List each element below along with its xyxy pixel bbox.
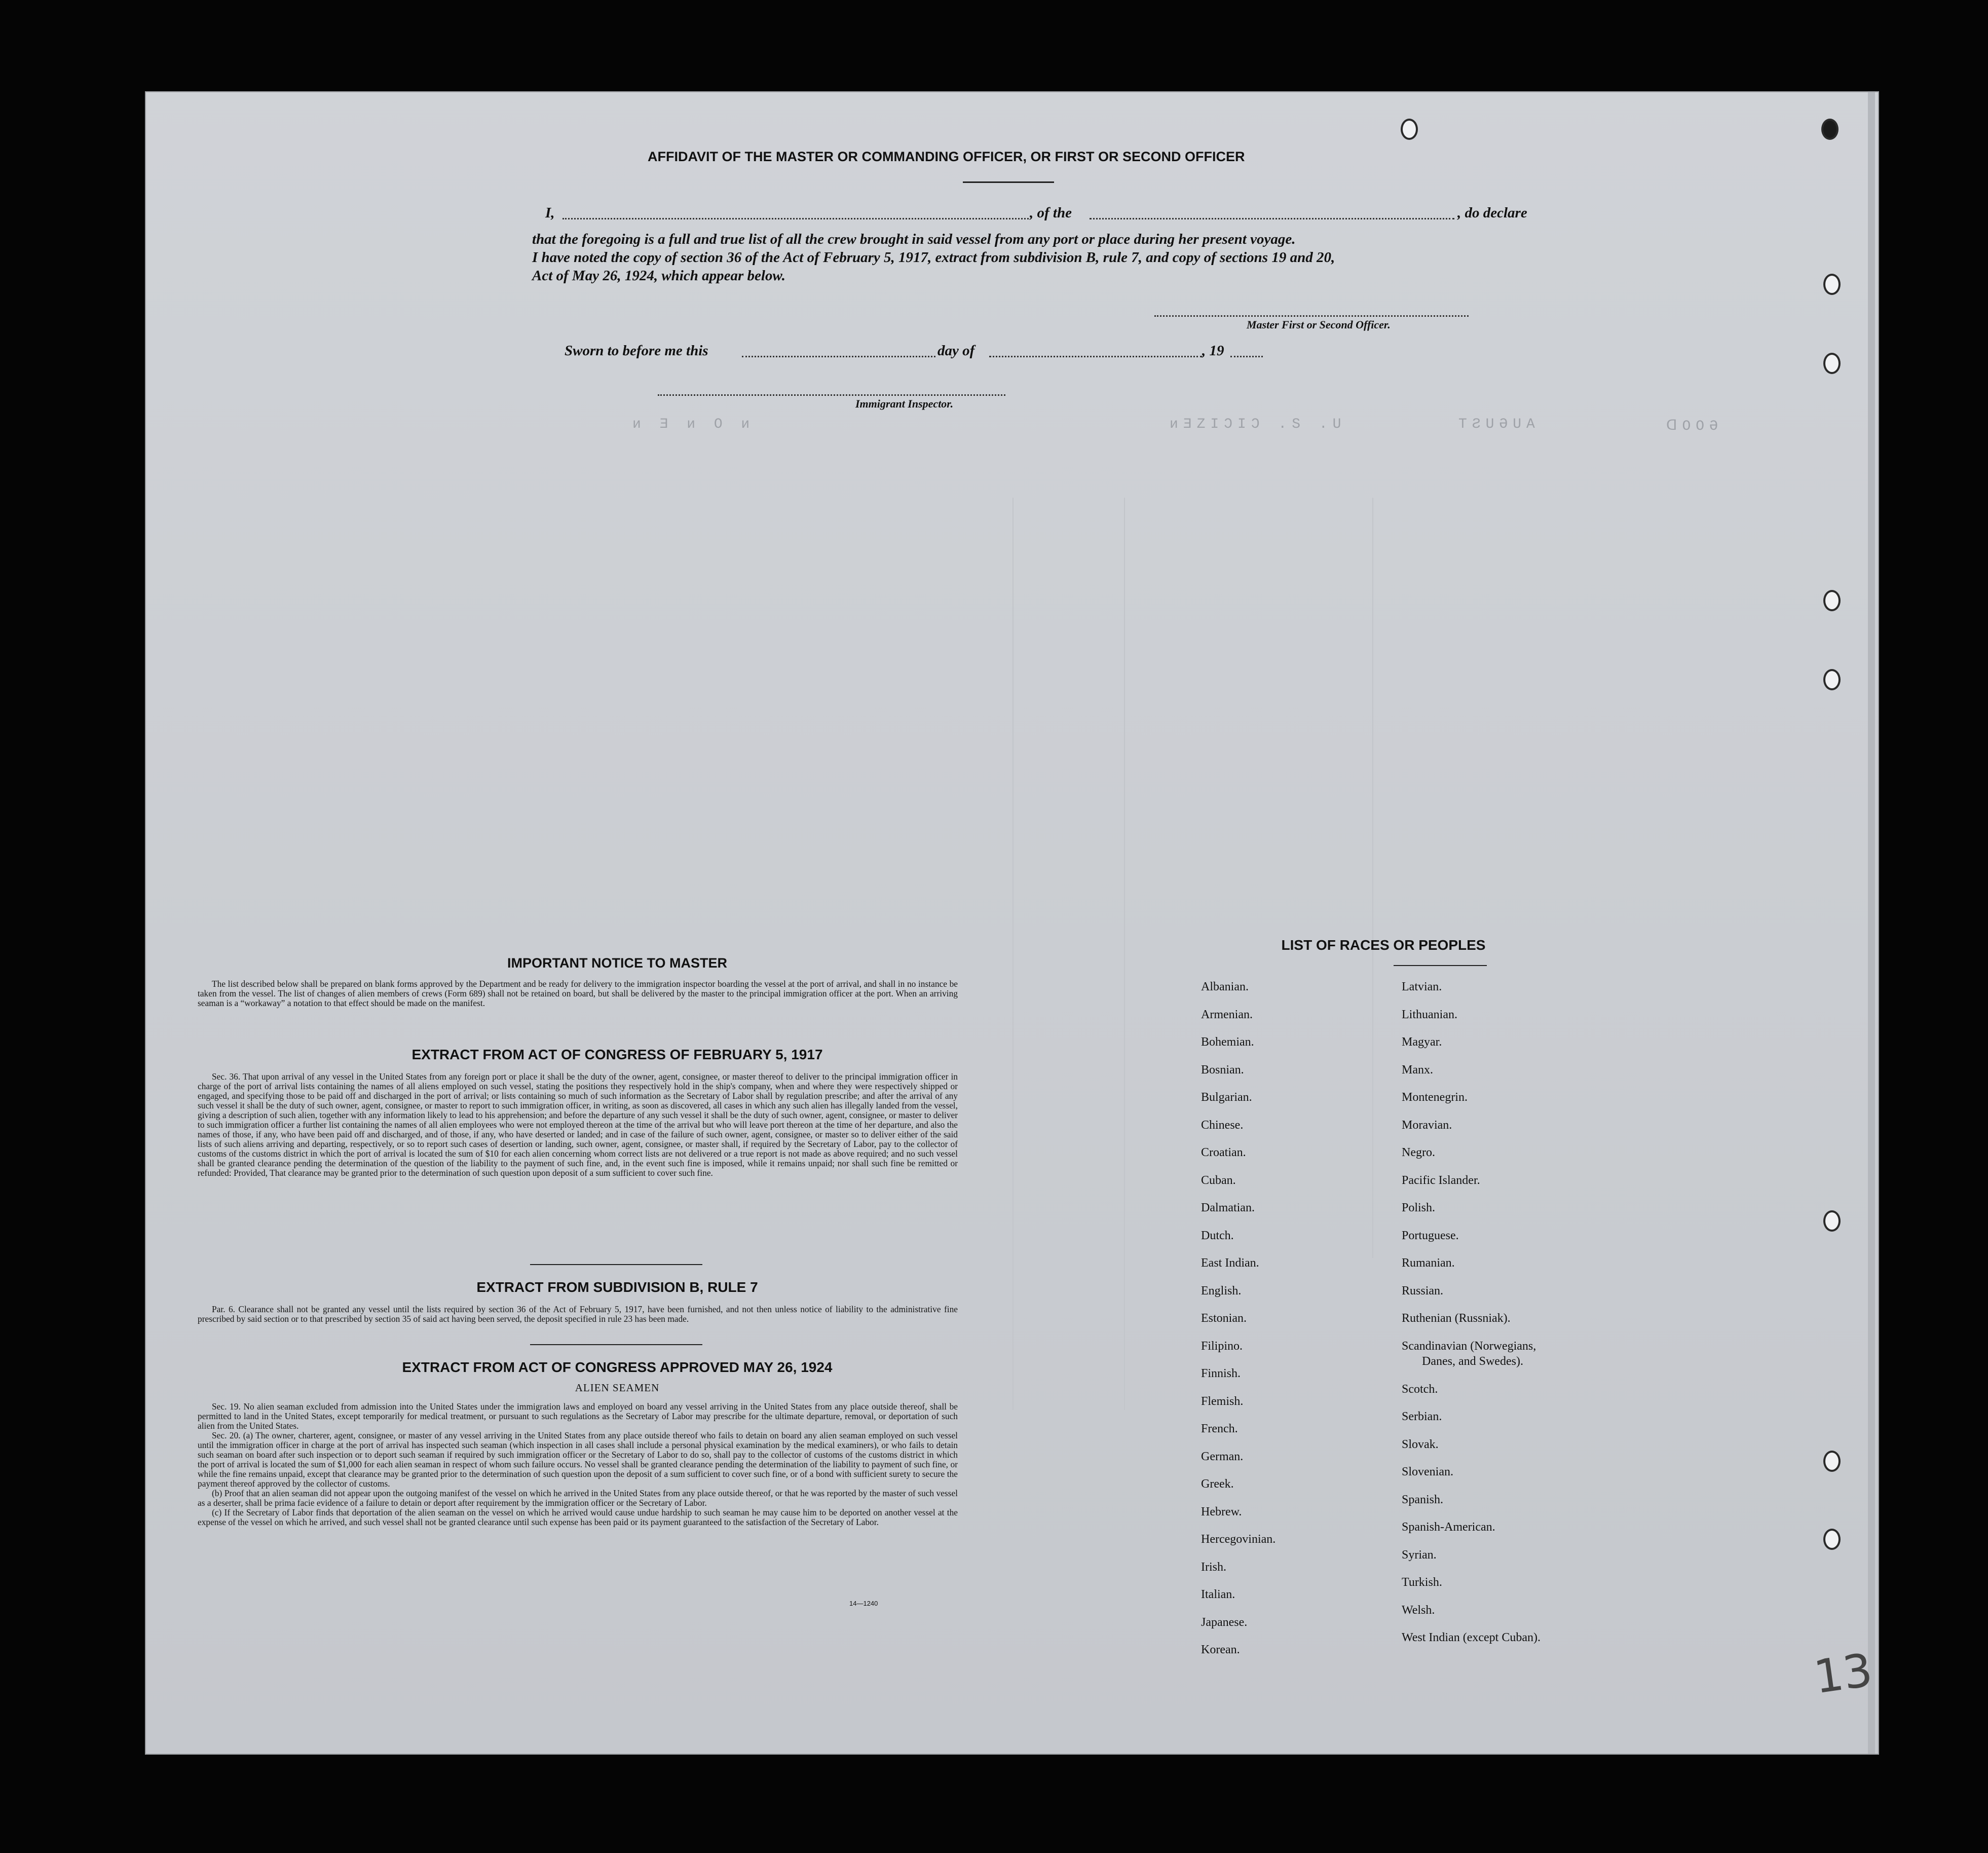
race-item: Pacific Islander. [1402, 1173, 1480, 1187]
master-signature-label: Master First or Second Officer. [1247, 318, 1391, 331]
race-item: Korean. [1201, 1643, 1240, 1656]
show-through-text: TƧUӘUA [1458, 417, 1540, 432]
race-item: Estonian. [1201, 1312, 1247, 1325]
race-item: French. [1201, 1422, 1238, 1435]
alien-seamen-subtitle: ALIEN SEAMEN [575, 1382, 660, 1394]
race-item: Magyar. [1402, 1035, 1442, 1049]
race-item: Lithuanian. [1402, 1008, 1457, 1021]
races-title: LIST OF RACES OR PEOPLES [1281, 937, 1486, 953]
show-through-line [1124, 498, 1125, 1410]
race-item: English. [1201, 1284, 1242, 1298]
race-item: Russian. [1402, 1284, 1444, 1298]
inspector-label: Immigrant Inspector. [855, 397, 954, 410]
race-item: Portuguese. [1402, 1229, 1459, 1242]
show-through-text: ᴎƎZIƆIƆ .S .U [1170, 417, 1346, 432]
race-item: Irish. [1201, 1560, 1226, 1574]
extract-1924-body [198, 1402, 958, 1527]
punch-hole [1823, 1529, 1841, 1550]
rule7-body: Par. 6. Clearance shall not be granted any vessel until the lists required by section 36 of the Act of February 5, 1917, have been furnished, and not then unless notice of liability to the administrative fine prescribed by said section or to that prescribed by section 35 of said act having been served, the deposit specified in rule 23 has been made. [198, 1304, 958, 1324]
title-rule [963, 181, 1054, 183]
race-item: Welsh. [1402, 1603, 1435, 1617]
punch-hole [1823, 1210, 1841, 1232]
punch-hole [1823, 590, 1841, 611]
race-item: Scandinavian (Norwegians, [1402, 1339, 1536, 1353]
races-rule [1394, 965, 1487, 966]
race-item: Albanian. [1201, 980, 1249, 993]
race-item: Manx. [1402, 1063, 1433, 1077]
race-item: Finnish. [1201, 1367, 1241, 1380]
race-item: Slovenian. [1402, 1465, 1453, 1478]
show-through-line [1012, 498, 1014, 1410]
sec20b-paragraph: (b) Proof that an alien seaman did not appear upon the outgoing manifest of the vessel on which he arrived in the United States from any place outside thereof, or that he was reported by the master of such vessel as a deserter, shall be prima facie evidence of a failure to detain or deport after requirement by the immigration officer or the Secretary of Labor. [198, 1488, 958, 1508]
name-blank[interactable] [562, 218, 1029, 219]
race-item: Italian. [1201, 1588, 1235, 1601]
race-item: Scotch. [1402, 1382, 1438, 1396]
race-item: Japanese. [1201, 1615, 1248, 1629]
declare-of-the: , of the [1030, 205, 1072, 221]
race-item: Latvian. [1402, 980, 1442, 993]
race-item: Slovak. [1402, 1437, 1439, 1451]
sec19-paragraph: Sec. 19. No alien seaman excluded from admission into the United States under the immigration laws and employed on board any vessel arriving in the United States from any place outside thereof, shall be permitted to land in the United States, except temporarily for medical treatment, or pursuant to such regulations as the Secretary of Labor may prescribe for the ultimate departure, removal, or deportation of such alien from the United States. [198, 1401, 958, 1431]
sec20a-paragraph: Sec. 20. (a) The owner, charterer, agent, consignee, or master of any vessel arriving in the United States from any place outside thereof who fails to detain on board any alien seaman employed on such vessel until the immigration officer in charge at the port of arrival has inspected such seaman (which inspection in all cases shall include a personal physical examination by the medical examiners), or who fails to detain such seaman on board after such inspection or to deport such seaman if required by such immigration officer or the Secretary of Labor to do so, shall pay to the collector of customs of the customs district in which the port of arrival is located the sum of $1,000 for each alien seaman in respect of whom such failure occurs. No vessel shall be granted clearance pending the determination of the liability to payment of such fine, or while the fine remains unpaid, except that clearance may be granted prior to the determination of such question upon the deposit of a sum sufficient to cover such fine, or of a bond with sufficient surety to secure the payment thereof approved by the collector of customs. [198, 1430, 958, 1489]
handwritten-page-number: 13 [1811, 1643, 1876, 1704]
punch-hole [1823, 669, 1841, 690]
affidavit-line-3: I have noted the copy of section 36 of the Act of February 5, 1917, extract from subdivision B, rule 7, and copy of sections 19 and 20, [532, 249, 1335, 266]
race-item: Rumanian. [1402, 1256, 1455, 1270]
race-item: Syrian. [1402, 1548, 1437, 1562]
race-item: East Indian. [1201, 1256, 1259, 1270]
sworn-year-blank[interactable] [1230, 356, 1263, 357]
race-item: Bosnian. [1201, 1063, 1244, 1077]
affidavit-title: AFFIDAVIT OF THE MASTER OR COMMANDING OFFICER, OR FIRST OR SECOND OFFICER [648, 149, 1245, 164]
document-sheet [146, 92, 1878, 1754]
race-item: Turkish. [1402, 1576, 1442, 1589]
affidavit-line-4: Act of May 26, 1924, which appear below. [532, 268, 785, 284]
race-item: Spanish-American. [1402, 1521, 1495, 1534]
race-item: Armenian. [1201, 1008, 1253, 1021]
sheet-edge [1868, 92, 1875, 1754]
show-through-text: ᗡOOӘ [1666, 419, 1723, 434]
declare-i: I, [545, 205, 555, 221]
form-number: 14—1240 [849, 1600, 878, 1607]
affidavit-line-2: that the foregoing is a full and true list of all the crew brought in said vessel from any port or place during her present voyage. [532, 231, 1296, 247]
race-item: Cuban. [1201, 1173, 1236, 1187]
rule7-title: EXTRACT FROM SUBDIVISION B, RULE 7 [476, 1279, 758, 1295]
master-signature-blank[interactable] [1154, 315, 1469, 317]
race-item: Moravian. [1402, 1118, 1452, 1132]
race-item: Greek. [1201, 1477, 1234, 1491]
notice-title: IMPORTANT NOTICE TO MASTER [507, 955, 727, 971]
extract-1917-title: EXTRACT FROM ACT OF CONGRESS OF FEBRUARY 5, 1917 [411, 1047, 823, 1062]
section-rule [530, 1344, 702, 1345]
sec20c-paragraph: (c) If the Secretary of Labor finds that deportation of the alien seaman on the vessel on which he arrived would cause undue hardship to such seaman he may cause him to be deported on another vessel at the expense of the vessel on which he arrived, and such vessel shall not be granted clearance until such expense has been paid or its payment guaranteed to the satisfaction of the Secretary of Labor. [198, 1507, 958, 1527]
year-label: , 19 [1202, 343, 1224, 359]
punch-hole [1823, 353, 1841, 374]
notice-body: The list described below shall be prepared on blank forms approved by the Department and be ready for delivery to the immigration inspector boarding the vessel at the port of arrival, and shall in no instance be taken from the vessel. The list of changes of alien members of crews (Form 689) shall not be retained on board, but shall be delivered by the master to the principal immigration officer at the port. When an arriving seaman is a “workaway” a notation to that effect should be made on the manifest. [198, 979, 958, 1008]
race-item: Spanish. [1402, 1493, 1444, 1506]
punch-hole [1823, 274, 1841, 295]
race-item: Filipino. [1201, 1339, 1243, 1353]
race-item: Dutch. [1201, 1229, 1234, 1242]
race-item: Montenegrin. [1402, 1091, 1468, 1104]
race-item: Flemish. [1201, 1394, 1244, 1408]
race-item: Croatian. [1201, 1146, 1246, 1159]
races-left-column [1201, 973, 1276, 1664]
declare-end: , do declare [1457, 205, 1527, 221]
day-of-label: day of [937, 343, 975, 359]
show-through-line [1372, 498, 1373, 1258]
punch-hole [1401, 119, 1418, 140]
race-item: Serbian. [1402, 1410, 1442, 1423]
punch-hole [1821, 119, 1839, 140]
section-rule [530, 1264, 702, 1265]
race-item: Bohemian. [1201, 1035, 1254, 1049]
race-item: Danes, and Swedes). [1422, 1355, 1523, 1368]
inspector-signature-blank[interactable] [658, 394, 1005, 396]
vessel-blank[interactable] [1090, 218, 1454, 219]
sworn-day-blank[interactable] [742, 356, 935, 357]
race-item: Hebrew. [1201, 1505, 1242, 1518]
race-item: German. [1201, 1450, 1244, 1463]
sworn-label: Sworn to before me this [565, 343, 708, 359]
punch-hole [1823, 1451, 1841, 1472]
races-right-column [1402, 973, 1541, 1652]
race-item: Bulgarian. [1201, 1091, 1252, 1104]
race-item: Negro. [1402, 1146, 1435, 1159]
race-item: Hercegovinian. [1201, 1533, 1276, 1546]
show-through-text: ᴎ Ǝ ᴎ O ᴎ [632, 417, 755, 432]
race-item: West Indian (except Cuban). [1402, 1631, 1541, 1644]
race-item: Polish. [1402, 1201, 1436, 1214]
extract-1924-title: EXTRACT FROM ACT OF CONGRESS APPROVED MAY 26, 1924 [402, 1359, 833, 1375]
race-item: Chinese. [1201, 1118, 1244, 1132]
sworn-month-blank[interactable] [989, 356, 1202, 357]
race-item: Ruthenian (Russniak). [1402, 1312, 1511, 1325]
race-item: Dalmatian. [1201, 1201, 1255, 1214]
extract-1917-body: Sec. 36. That upon arrival of any vessel in the United States from any foreign port or place it shall be the duty of the owner, agent, consignee, or master thereof to deliver to the principal immigration officer in charge of the port of arrival lists containing the names of all aliens employed on such vessel, stating the positions they respectively hold in the ship's company, when and where they were respectively shipped or engaged, and specifying those to be paid off and discharged in the port of arrival; or lists containing so much of such information as the Secretary of Labor shall by regulation prescribe; and after the arrival of any such vessel it shall be the duty of such owner, agent, consignee, or master to report to such immigration officer, in writing, as soon as discovered, all cases in which any such alien has illegally landed from the vessel, giving a description of such alien, together with any information likely to lead to his apprehension; and before the departure of any such vessel it shall be the duty of such owner, agent, consignee, or master to deliver to such immigration officer a further list containing the names of all alien employees who were not employed thereon at the time of the arrival but who will leave port thereon at the time of her departure, and also the names of those, if any, who have been paid off and discharged, and of those, if any, who have deserted or landed; and in case of the failure of such owner, agent, consignee, or master so to deliver either of the said lists of such aliens arriving and departing, respectively, or so to report such cases of desertion or landing, such owner, agent, consignee, or master shall, if required by the Secretary of Labor, pay to the collector of customs of the customs district in which the port of arrival is located the sum of $10 for each alien concerning whom correct lists are not delivered or a true report is not made as above required; and no such vessel shall be granted clearance pending the determination of the question of the liability to the payment of such fine, and, in the event such fine is imposed, while it remains unpaid; nor shall such fine be remitted or refunded: Provided, That clearance may be granted prior to the determination of such question upon deposit of a sum sufficient to cover such fine. [198, 1071, 958, 1178]
